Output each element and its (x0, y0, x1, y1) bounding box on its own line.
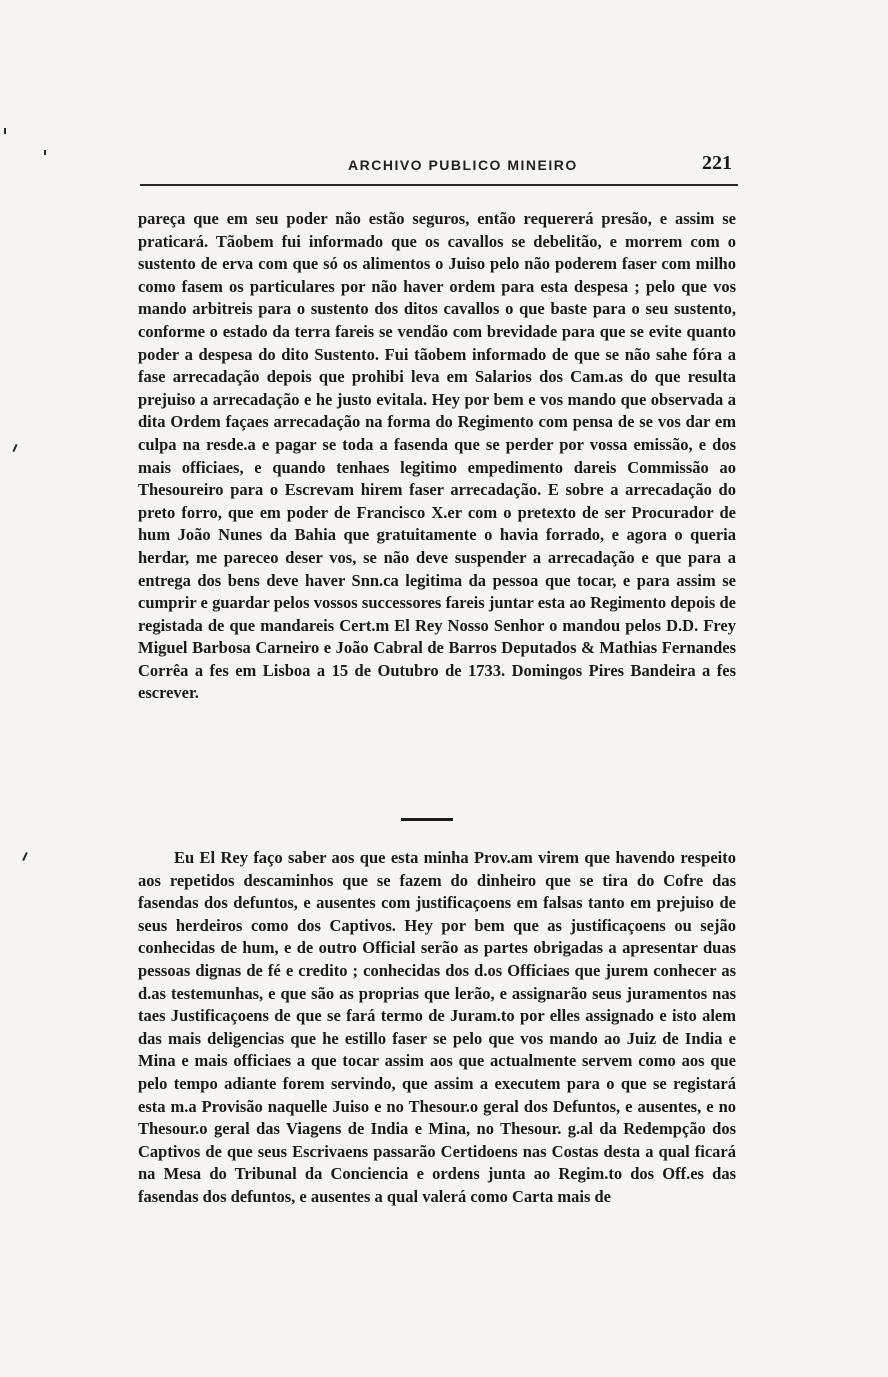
paragraph-2: Eu El Rey faço saber aos que esta minha Prov.am virem que havendo respeito aos repetidos descaminhos que se fazem do dinheiro que se tira do Cofre das fasendas dos defuntos, e ausentes com justificaçoens em falsas tanto em prejuiso de seus herdeiros como dos Captivos. Hey por bem que as justificaçoens ou sejão conhecidas de hum, e de outro Official serão as partes obrigadas a apresentar duas pessoas dignas de fé e credito ; conhecidas dos d.os Officiaes que jurem conhecer as d.as testemunhas, e que são as proprias que lerão, e assignarão seus juramentos nas taes Justificaçoens de que se fará termo de Juram.to por elles assignado e isto alem das mais deligencias que he estillo faser se pelo que vos mando ao Juiz de India e Mina e mais officiaes a que tocar assim aos que actualmente servem como aos que pelo tempo adiante forem servindo, que assim a executem para o que se registará esta m.a Provisão naquelle Juiso e no Thesour.o geral dos Defuntos, e ausentes, e no Thesour.o geral das Viagens de India e Mina, no Thesour. g.al da Redempção dos Captivos de que seus Escrivaens passarão Certidoens nas Costas desta a qual ficará na Mesa do Tribunal da Conciencia e ordens junta ao Regim.to dos Off.es das fasendas dos defuntos, e ausentes a qual valerá como Carta mais de (138, 848, 736, 1206)
paragraph-1: pareça que em seu poder não estão seguros, então requererá presão, e assim se praticará. Tãobem fui informado que os cavallos se debelitão, e morrem com o sustento de erva com que só os alimentos o Juiso pelo não poderem faser com milho como fasem os particulares por não haver ordem para esta despesa ; pelo que vos mando arbitreis para o sustento dos ditos cavallos o que baste para o seu sustento, conforme o estado da terra fareis se vendão com brevidade para que se evite quanto poder a despesa do dito Sustento. Fui tãobem informado de que se não sahe fóra a fase arrecadação depois que prohibi leva em Salarios dos Cam.as do que resulta prejuiso a arrecadação e he justo evitala. Hey por bem e vos mando que observada a dita Ordem façaes arrecadação na forma do Regimento com pensa de se vos dar em culpa na resde.a e pagar se toda a fasenda que se perder por vossa emissão, e dos mais officiaes, e quando tenhaes legitimo empedimento dareis Commissão ao Thesoureiro para o Escrevam hirem faser arrecadação. E sobre a arrecadação do preto forro, que em poder de Francisco X.er com o pretexto de ser Procurador de hum João Nunes da Bahia que gratuitamente o havia forrado, e agora o queria herdar, me pareceo deser vos, se não deve suspender a arrecadação e que para a entrega dos bens deve haver Snn.ca legitima da pessoa que tocar, e para assim se cumprir e guardar pelos vossos successores fareis juntar esta ao Regimento depois de registada de que mandareis Cert.m El Rey Nosso Senhor o mandou pelos D.D. Frey Miguel Barbosa Carneiro e João Cabral de Barros Deputados & Mathias Fernandes Corrêa a fes em Lisboa a 15 de Outubro de 1733. Domingos Pires Bandeira a fes escrever. (138, 209, 736, 703)
running-head (140, 152, 740, 182)
margin-mark (12, 444, 17, 452)
page-number: 221 (702, 152, 732, 174)
margin-mark (22, 852, 28, 861)
running-title: ARCHIVO PUBLICO MINEIRO (348, 157, 578, 173)
margin-mark (4, 128, 6, 134)
section-divider (401, 818, 453, 821)
header-rule (140, 184, 738, 186)
margin-mark (44, 150, 46, 155)
